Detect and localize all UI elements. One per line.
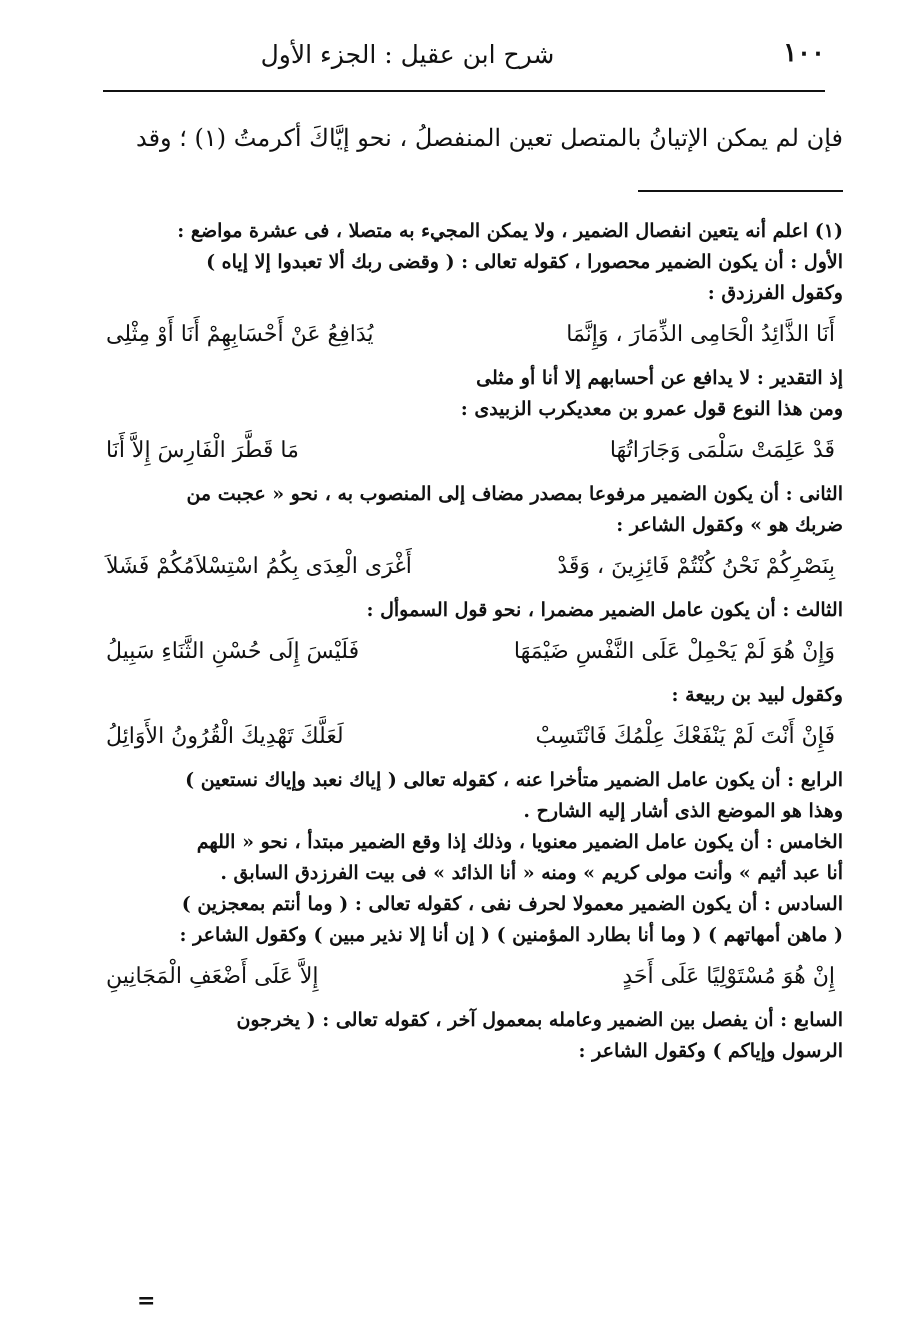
verse-first-hemistich: إِنْ هُوَ مُسْتَوْلِيًا عَلَى أَحَدٍ	[622, 964, 835, 989]
running-title: شرح ابن عقيل : الجزء الأول	[260, 40, 555, 69]
footnote-line: أنا عبد أثيم » وأنت مولى كريم » ومنه « أنا الذائد » فى بيت الفرزدق السابق .	[220, 862, 843, 884]
footnote-line: وهذا هو الموضع الذى أشار إليه الشارح .	[523, 800, 843, 822]
footnote-line: الرابع : أن يكون عامل الضمير متأخرا عنه ، كقوله تعالى ( إياك نعبد وإياك نستعين )	[185, 769, 843, 791]
verse-second-hemistich: فَلَيْسَ إِلَى حُسْنِ الثَّنَاءِ سَبِيلُ	[106, 639, 360, 664]
footnote-line: وكقول الفرزدق :	[707, 282, 843, 304]
footnote	[88, 216, 843, 1067]
footnote-line: ( ماهن أمهاتهم ) ( وما أنا بطارد المؤمنين ) ( إن أنا إلا نذير مبين ) وكقول الشاعر :	[179, 924, 843, 946]
verse-second-hemistich: إِلاَّ عَلَى أَضْعَفِ الْمَجَانِينِ	[106, 964, 319, 989]
footnote-line: الخامس : أن يكون عامل الضمير معنويا ، وذلك إذا وقع الضمير مبتدأ ، نحو « اللهم	[196, 831, 843, 853]
footnote-line: الرسول وإياكم ) وكقول الشاعر :	[578, 1040, 843, 1062]
verse-first-hemistich: أَنَا الذَّائِدُ الْحَامِى الذِّمَارَ ، وَإِنَّمَا	[566, 322, 835, 347]
verse	[88, 313, 843, 357]
verse-first-hemistich: فَإِنْ أَنْتَ لَمْ يَنْفَعْكَ عِلْمُكَ فَانْتَسِبْ	[535, 724, 835, 749]
footnote-separator	[638, 190, 843, 192]
main-text: فإن لم يمكن الإتيانُ بالمتصل تعين المنفصلُ ، نحو إيَّاكَ أكرمتُ (١) ؛ وقد	[135, 124, 843, 152]
page-header	[100, 36, 825, 82]
footnote-line: الثالث : أن يكون عامل الضمير مضمرا ، نحو قول السموأل :	[366, 599, 843, 621]
footnote-line: الأول : أن يكون الضمير محصورا ، كقوله تعالى : ( وقضى ربك ألا تعبدوا إلا إياه )	[206, 251, 843, 273]
footnote-line: السابع : أن يفصل بين الضمير وعامله بمعمول آخر ، كقوله تعالى : ( يخرجون	[236, 1009, 843, 1031]
footnote-line: السادس : أن يكون الضمير معمولا لحرف نفى ، كقوله تعالى : ( وما أنتم بمعجزين )	[181, 893, 843, 915]
footnote-line: ومن هذا النوع قول عمرو بن معديكرب الزبيدى :	[460, 398, 843, 420]
verse-second-hemistich: لَعَلَّكَ تَهْدِيكَ الْقُرُونُ الأَوَائِلُ	[106, 724, 344, 749]
verse-second-hemistich: مَا قَطَّرَ الْفَارِسَ إِلاَّ أَنَا	[106, 438, 299, 463]
verse	[88, 630, 843, 674]
continuation-mark: =	[137, 1288, 156, 1314]
verse-first-hemistich: وَإِنْ هُوَ لَمْ يَحْمِلْ عَلَى النَّفْسِ ضَيْمَهَا	[513, 639, 835, 664]
footnote-line: إذ التقدير : لا يدافع عن أحسابهم إلا أنا أو مثلى	[476, 367, 843, 389]
page-number: ١٠٠	[783, 38, 825, 68]
verse	[88, 955, 843, 999]
verse-first-hemistich: بِنَصْرِكُمْ نَحْنُ كُنْتُمْ فَائِزِينَ ، وَقَدْ	[557, 554, 835, 579]
verse	[88, 715, 843, 759]
verse-first-hemistich: قَدْ عَلِمَتْ سَلْمَى وَجَارَاتُهَا	[609, 438, 835, 463]
verse-second-hemistich: يُدَافِعُ عَنْ أَحْسَابِهِمْ أَنَا أَوْ مِثْلِى	[106, 322, 374, 347]
footnote-line: (١) اعلم أنه يتعين انفصال الضمير ، ولا يمكن المجيء به متصلا ، فى عشرة مواضع :	[177, 220, 843, 242]
footnote-line: وكقول لبيد بن ربيعة :	[671, 684, 843, 706]
footnote-line: ضربك هو » وكقول الشاعر :	[616, 514, 843, 536]
header-rule	[103, 90, 825, 92]
verse	[88, 545, 843, 589]
verse	[88, 429, 843, 473]
footnote-line: الثانى : أن يكون الضمير مرفوعا بمصدر مضاف إلى المنصوب به ، نحو « عجبت من	[186, 483, 843, 505]
verse-second-hemistich: أَغْرَى الْعِدَى بِكُمُ اسْتِسْلاَمُكُمْ فَشَلاَ	[106, 554, 412, 579]
